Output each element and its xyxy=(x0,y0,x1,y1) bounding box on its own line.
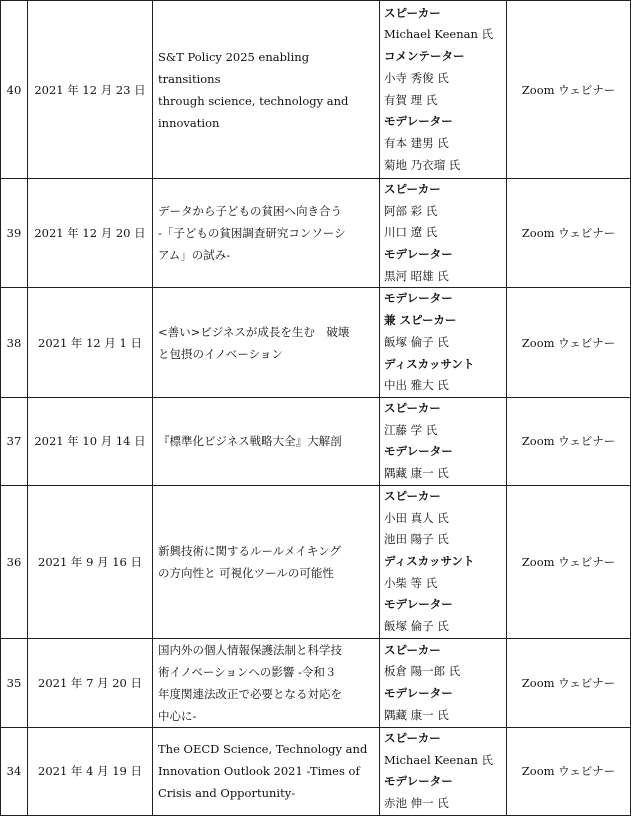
event-title-line: 新興技術に関するルールメイキング xyxy=(158,543,341,558)
event-title xyxy=(153,397,380,485)
table-row xyxy=(1,397,631,485)
event-title-line: 術イノベーションへの影響 -令和３ xyxy=(158,664,337,679)
event-title xyxy=(153,179,380,288)
event-title-line: 国内外の個人情報保護法制と科学技 xyxy=(158,642,342,657)
table-row xyxy=(1,179,631,288)
participant-role: スピーカー xyxy=(384,642,441,657)
event-format: Zoom ウェビナー xyxy=(507,397,631,485)
participant-role: スピーカー xyxy=(384,730,441,745)
event-title xyxy=(153,638,380,727)
participant-name: 菊地 乃衣瑠 氏 xyxy=(384,157,461,172)
participant-role: 兼 スピーカー xyxy=(384,313,457,328)
event-title-line: アム」の試み- xyxy=(158,248,231,263)
participant-name: 川口 遼 氏 xyxy=(384,225,438,240)
event-date: 2021 年 4 月 19 日 xyxy=(28,727,153,815)
participant-name: 有賀 理 氏 xyxy=(384,92,438,107)
participant-role: モデレーター xyxy=(384,597,453,612)
participant-name: 飯塚 倫子 氏 xyxy=(384,334,449,349)
seminar-table-body xyxy=(1,1,631,816)
participant-name: 板倉 陽一郎 氏 xyxy=(384,664,461,679)
participant-name: 小寺 秀俊 氏 xyxy=(384,70,449,85)
participant-role: モデレーター xyxy=(384,114,453,129)
participant-role: ディスカッサント xyxy=(384,554,475,569)
participant-name: Michael Keenan 氏 xyxy=(384,27,494,42)
table-row xyxy=(1,288,631,397)
event-date: 2021 年 12 月 1 日 xyxy=(28,288,153,397)
event-format: Zoom ウェビナー xyxy=(507,179,631,288)
event-title-line: 『標準化ビジネス戦略大全』大解剖 xyxy=(158,434,342,449)
participant-role: モデレーター xyxy=(384,685,453,700)
event-participants xyxy=(380,397,507,485)
event-format: Zoom ウェビナー xyxy=(507,638,631,727)
row-number: 37 xyxy=(1,397,28,485)
participant-role: モデレーター xyxy=(384,774,453,789)
participant-role: スピーカー xyxy=(384,401,441,415)
event-date: 2021 年 10 月 14 日 xyxy=(28,397,153,485)
event-date: 2021 年 12 月 20 日 xyxy=(28,179,153,288)
participant-name: 黒河 昭雄 氏 xyxy=(384,268,449,283)
row-number: 40 xyxy=(1,1,28,179)
participant-name: 隅藏 康一 氏 xyxy=(384,466,449,481)
table-row xyxy=(1,727,631,815)
row-number: 36 xyxy=(1,485,28,638)
event-participants xyxy=(380,638,507,727)
event-title-line: through science, technology and xyxy=(158,93,349,108)
participant-role: スピーカー xyxy=(384,488,441,503)
event-participants xyxy=(380,288,507,397)
row-number: 38 xyxy=(1,288,28,397)
participant-name: 阿部 彩 氏 xyxy=(384,203,438,218)
event-title xyxy=(153,1,380,179)
event-title-line: <善い>ビジネスが成長を生む 破壊 xyxy=(158,324,350,339)
participant-name: 飯塚 倫子 氏 xyxy=(384,619,449,634)
event-title-line: S&T Policy 2025 enabling transitions xyxy=(158,49,310,86)
participant-name: 隅藏 康一 氏 xyxy=(384,707,449,722)
participant-role: ディスカッサント xyxy=(384,356,475,371)
participant-role: コメンテーター xyxy=(384,49,465,64)
event-date: 2021 年 12 月 23 日 xyxy=(28,1,153,179)
event-participants xyxy=(380,1,507,179)
event-format: Zoom ウェビナー xyxy=(507,288,631,397)
event-format: Zoom ウェビナー xyxy=(507,727,631,815)
event-participants xyxy=(380,727,507,815)
participant-role: モデレーター xyxy=(384,247,453,262)
event-date: 2021 年 7 月 20 日 xyxy=(28,638,153,727)
participant-name: 江藤 学 氏 xyxy=(384,422,438,437)
event-format: Zoom ウェビナー xyxy=(507,1,631,179)
participant-role: スピーカー xyxy=(384,182,441,196)
event-title-line: The OECD Science, Technology and xyxy=(158,742,368,757)
event-title-line: の方向性と 可視化ツールの可能性 xyxy=(158,565,334,580)
table-row xyxy=(1,485,631,638)
row-number: 35 xyxy=(1,638,28,727)
participant-role: モデレーター xyxy=(384,444,453,459)
participant-role: スピーカー xyxy=(384,5,441,20)
event-title-line: 年度関連法改正で必要となる対応を xyxy=(158,686,342,701)
event-title-line: innovation xyxy=(158,115,220,130)
row-number: 39 xyxy=(1,179,28,288)
participant-name: 池田 陽子 氏 xyxy=(384,532,449,547)
row-number: 34 xyxy=(1,727,28,815)
table-row xyxy=(1,638,631,727)
participant-name: 中出 雅大 氏 xyxy=(384,378,449,393)
table-row xyxy=(1,1,631,179)
participant-name: 赤池 伸一 氏 xyxy=(384,795,449,810)
event-date: 2021 年 9 月 16 日 xyxy=(28,485,153,638)
event-title-line: 中心に- xyxy=(158,708,197,723)
event-title-line: Crisis and Opportunity- xyxy=(158,786,296,801)
event-title-line: データから子どもの貧困へ向き合う xyxy=(158,204,342,219)
event-title-line: と包摂のイノベーション xyxy=(158,346,283,361)
event-participants xyxy=(380,485,507,638)
participant-name: Michael Keenan 氏 xyxy=(384,752,494,767)
participant-name: 小柴 等 氏 xyxy=(384,575,438,590)
event-format: Zoom ウェビナー xyxy=(507,485,631,638)
participant-name: 小田 真人 氏 xyxy=(384,510,449,525)
event-participants xyxy=(380,179,507,288)
event-title xyxy=(153,288,380,397)
participant-role: モデレーター xyxy=(384,291,453,306)
event-title-line: Innovation Outlook 2021 -Times of xyxy=(158,764,360,779)
event-title-line: -「子どもの貧困調査研究コンソーシ xyxy=(158,226,346,241)
participant-name: 有本 建男 氏 xyxy=(384,135,449,150)
event-title xyxy=(153,727,380,815)
event-title xyxy=(153,485,380,638)
